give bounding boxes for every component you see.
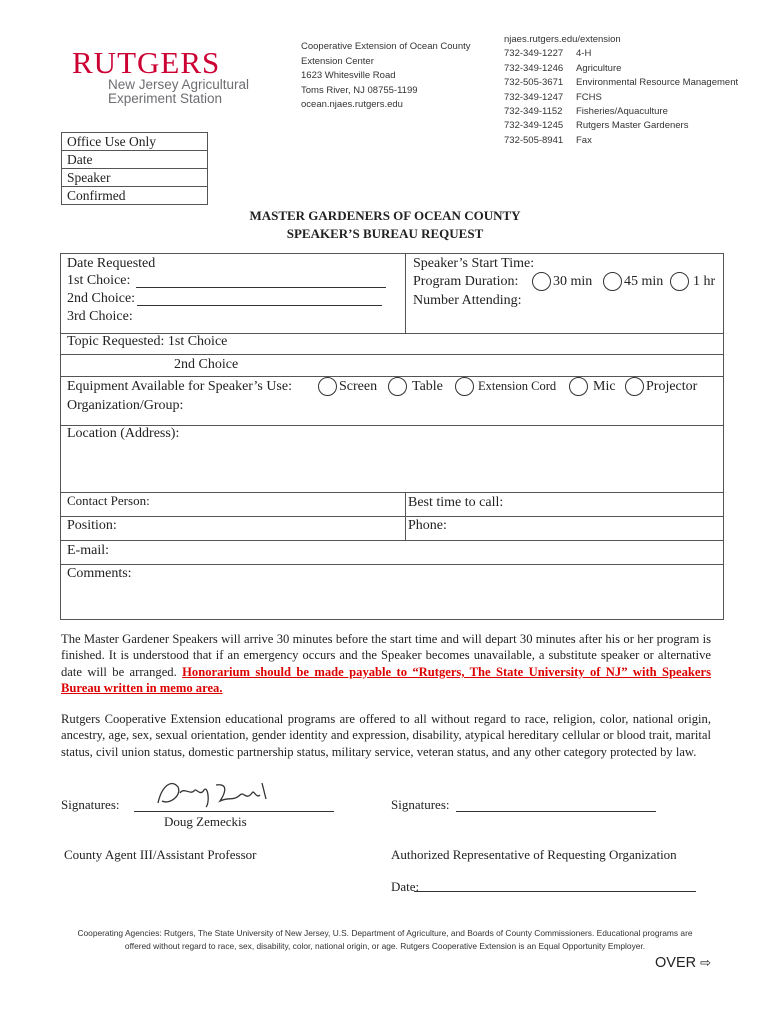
first-choice-label: 1st Choice: — [67, 273, 131, 288]
table-checkbox[interactable] — [388, 377, 407, 396]
footer-line-2: offered without regard to race, sex, disability, color, national origin, or age. Rutgers Cooperative Extension is an Equal Opportunity Employer. — [124, 941, 646, 951]
table-label: Table — [412, 379, 443, 394]
department: Environmental Resource Management — [576, 77, 739, 89]
comments-label: Comments: — [67, 566, 132, 581]
contact-row — [504, 119, 738, 133]
phone-number: 732-349-1246 — [504, 62, 564, 74]
duration-label: Program Duration: — [413, 274, 519, 289]
mic-label: Mic — [593, 379, 616, 394]
arrow-right-icon: ⇨ — [700, 955, 712, 970]
representative-title: Authorized Representative of Requesting Organization — [391, 847, 677, 862]
date-section — [60, 253, 724, 334]
signature-right-line[interactable] — [456, 811, 656, 812]
contact-person-label: Contact Person: — [67, 493, 150, 508]
start-time-label: Speaker’s Start Time: — [413, 256, 535, 271]
nondiscrimination-paragraph: Rutgers Cooperative Extension educational programs are offered to all without regard to race, religion, color, national origin, ancestry, age, sex, sexual orientation, gender identity and expression, disability, atypical hereditary cellular or blood trait, marital status, civil union status, domestic partnership status, military service, veteran status, and any other category protected by law. — [61, 712, 711, 759]
best-time-label: Best time to call: — [408, 495, 504, 510]
mic-checkbox[interactable] — [569, 377, 588, 396]
website: njaes.rutgers.edu/extension — [504, 34, 621, 45]
email-label: E-mail: — [67, 543, 109, 558]
office-date-field[interactable]: Date — [62, 151, 207, 169]
department: Agriculture — [576, 62, 622, 74]
footer-line-1: Cooperating Agencies: Rutgers, The State University of New Jersey, U.S. Department of Agriculture, and Boards of County Commissioners. Educational programs are — [77, 928, 693, 938]
phone-number: 732-349-1152 — [504, 106, 563, 118]
department: Rutgers Master Gardeners — [576, 120, 689, 132]
signer-title: County Agent III/Assistant Professor — [64, 847, 257, 862]
office-use-heading: Office Use Only — [62, 133, 207, 151]
duration-45-radio[interactable] — [603, 272, 622, 291]
second-choice-label: 2nd Choice: — [67, 291, 136, 306]
department: Fisheries/Aquaculture — [576, 106, 668, 118]
signature-left-label: Signatures: — [61, 797, 120, 812]
divider — [60, 516, 724, 517]
screen-checkbox[interactable] — [318, 377, 337, 396]
duration-1hr-radio[interactable] — [670, 272, 689, 291]
office-address — [301, 40, 471, 113]
office-confirmed-field[interactable]: Confirmed — [67, 188, 126, 203]
address-line: 1623 Whitesville Road — [301, 70, 396, 81]
address-website: ocean.njaes.rutgers.edu — [301, 99, 403, 110]
position-label: Position: — [67, 518, 117, 533]
honorarium-note: Honorarium should be made payable to “Rutgers, The State University of NJ” with Speakers Bureau written in memo area. — [61, 664, 711, 696]
form-subtitle: SPEAKER’S BUREAU REQUEST — [286, 226, 484, 241]
extension-cord-checkbox[interactable] — [455, 377, 474, 396]
duration-30-label: 30 min — [553, 274, 593, 289]
email-comments-section — [60, 540, 724, 620]
topic-first-choice-label: Topic Requested: 1st Choice — [67, 334, 228, 349]
phone-number: 732-505-8941 — [504, 134, 564, 146]
number-attending-label: Number Attending: — [413, 293, 522, 308]
date-line[interactable] — [414, 891, 696, 892]
signature-left-line[interactable] — [134, 811, 334, 812]
phone-number: 732-349-1245 — [504, 120, 564, 132]
organization-label: Organization/Group: — [67, 398, 184, 413]
second-choice-field[interactable] — [137, 305, 382, 306]
location-label: Location (Address): — [67, 426, 180, 441]
phone-number: 732-505-3671 — [504, 77, 564, 89]
handwritten-signature — [150, 775, 280, 810]
first-choice-field[interactable] — [136, 287, 386, 288]
form-title: MASTER GARDENERS OF OCEAN COUNTY — [249, 208, 521, 223]
over-indicator — [655, 955, 711, 971]
office-use-box — [61, 132, 208, 205]
divider — [60, 564, 724, 565]
logo-line-2: Experiment Station — [108, 91, 223, 106]
date-label: Date: — [391, 879, 420, 894]
logo-line-1: New Jersey Agricultural — [108, 77, 250, 92]
contact-row — [504, 76, 738, 90]
office-speaker-field[interactable]: Speaker — [62, 169, 207, 187]
divider — [60, 354, 724, 355]
signer-name: Doug Zemeckis — [164, 814, 247, 829]
screen-label: Screen — [339, 379, 378, 394]
topic-second-choice-label: 2nd Choice — [174, 357, 239, 372]
contact-row — [504, 134, 738, 148]
equipment-label: Equipment Available for Speaker’s Use: — [67, 379, 292, 394]
divider — [405, 253, 406, 334]
contact-row — [504, 91, 738, 105]
duration-45-label: 45 min — [624, 274, 664, 289]
projector-checkbox[interactable] — [625, 377, 644, 396]
contact-row — [504, 62, 738, 76]
address-line: Cooperative Extension of Ocean County — [301, 41, 471, 52]
contact-row — [504, 47, 738, 61]
arrival-paragraph — [61, 631, 711, 697]
address-line: Toms River, NJ 08755-1199 — [301, 84, 418, 96]
department: FCHS — [576, 91, 602, 103]
phone-label: Phone: — [408, 518, 447, 533]
third-choice-label: 3rd Choice: — [67, 309, 133, 324]
projector-label: Projector — [646, 379, 698, 394]
duration-30-radio[interactable] — [532, 272, 551, 291]
logo-subtitle — [108, 78, 249, 106]
rutgers-logo: RUTGERS — [72, 45, 221, 80]
phone-number: 732-349-1247 — [504, 91, 564, 103]
extension-cord-label: Extension Cord — [478, 379, 557, 393]
signature-right-label: Signatures: — [391, 797, 450, 812]
contact-row — [504, 105, 738, 119]
arrival-text: The Master Gardener Speakers will arrive 30 minutes before the start time and will depart 30 minutes after his or her program is finished. It is understood that if an emergency occurs and the Speaker becomes unavailable, a substitute speaker or alternative date will be arranged. — [61, 632, 711, 679]
date-requested-label: Date Requested — [67, 256, 156, 271]
over-label: OVER — [655, 955, 697, 971]
department: 4-H — [576, 48, 592, 60]
contact-list — [504, 33, 738, 148]
duration-1hr-label: 1 hr — [693, 274, 716, 289]
phone-number: 732-349-1227 — [504, 48, 564, 60]
department: Fax — [576, 134, 592, 146]
address-line: Extension Center — [301, 55, 374, 67]
